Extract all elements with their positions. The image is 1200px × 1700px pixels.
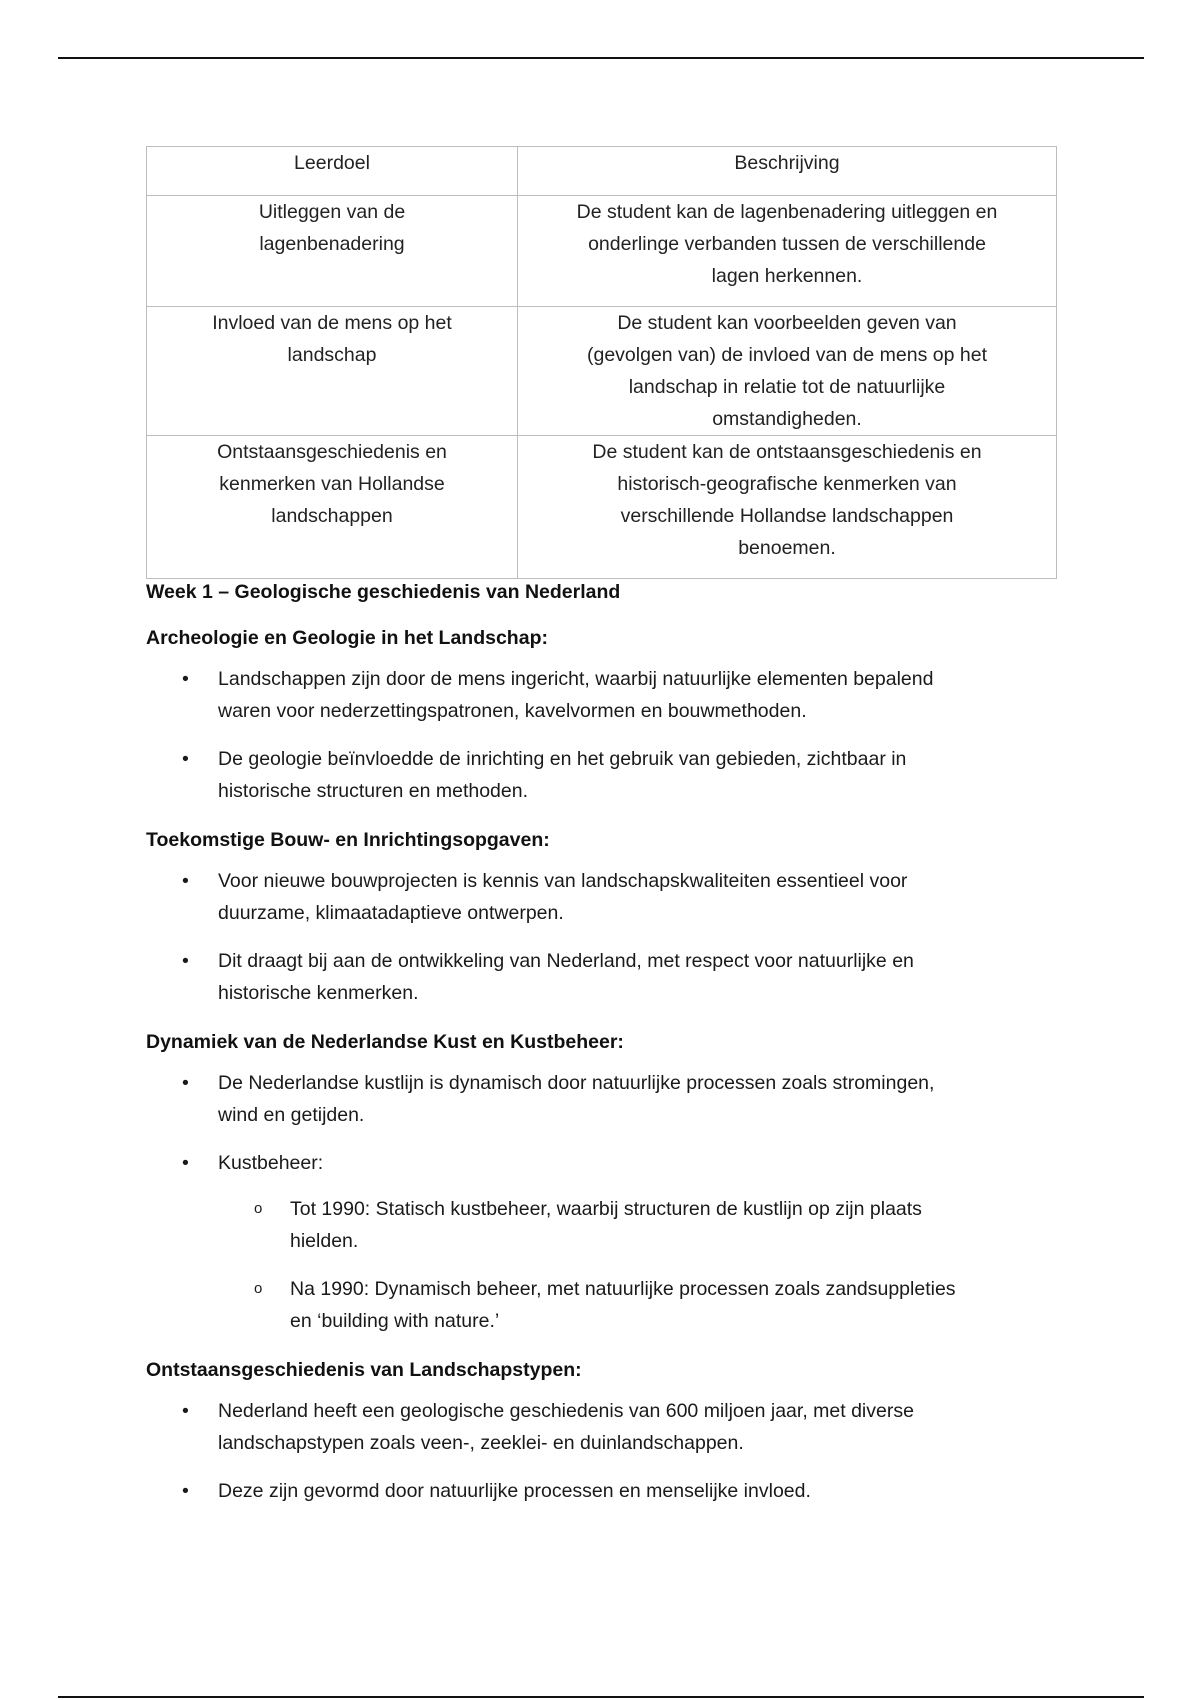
section-heading: Ontstaansgeschiedenis van Landschapstypen: <box>146 1359 582 1381</box>
bullet-icon: • <box>182 1152 189 1174</box>
header-rule <box>58 57 1144 59</box>
sub-bullet-list <box>218 1193 956 1337</box>
footer-rule <box>58 1696 1144 1698</box>
bullet-list <box>146 1395 1056 1507</box>
list-item <box>146 865 938 929</box>
section-heading: Archeologie en Geologie in het Landschap: <box>146 627 548 649</box>
list-item <box>146 945 938 1009</box>
sub-list-item <box>218 1193 970 1257</box>
list-item-text: De geologie beïnvloedde de inrichting en het gebruik van gebieden, zichtbaar in historische structuren en methoden. <box>218 748 907 802</box>
bullet-list <box>146 663 1056 807</box>
bullet-icon: • <box>182 1400 189 1422</box>
list-item-text: Voor nieuwe bouwprojecten is kennis van landschapskwaliteiten essentieel voor duurzame, klimaatadaptieve ontwerpen. <box>218 870 908 924</box>
document-body <box>146 146 1056 1523</box>
table-header-cell: Leerdoel <box>147 147 518 196</box>
list-item-text: De Nederlandse kustlijn is dynamisch door natuurlijke processen zoals stromingen, wind en getijden. <box>218 1072 935 1126</box>
circle-bullet-icon: o <box>254 1280 263 1297</box>
sub-list-item-text: Tot 1990: Statisch kustbeheer, waarbij structuren de kustlijn op zijn plaats hielden. <box>290 1198 922 1252</box>
bullet-icon: • <box>182 748 189 770</box>
list-item-text: Dit draagt bij aan de ontwikkeling van Nederland, met respect voor natuurlijke en historische kenmerken. <box>218 950 914 1004</box>
description-cell <box>518 307 1057 436</box>
table-header-cell: Beschrijving <box>518 147 1057 196</box>
table-row <box>147 307 1057 436</box>
description-text: De student kan voorbeelden geven van (gevolgen van) de invloed van de mens op het landschap in relatie tot de natuurlijke omstandigheden. <box>586 312 988 430</box>
table-row <box>147 196 1057 307</box>
goal-text: Uitleggen van de lagenbenadering <box>258 201 406 255</box>
bullet-list <box>146 1067 1056 1337</box>
section-heading: Toekomstige Bouw- en Inrichtingsopgaven: <box>146 829 550 851</box>
section-heading: Dynamiek van de Nederlandse Kust en Kustbeheer: <box>146 1031 624 1053</box>
goal-text: Ontstaansgeschiedenis en kenmerken van Hollandse landschappen <box>217 441 447 527</box>
goal-cell <box>147 307 518 436</box>
bullet-icon: • <box>182 950 189 972</box>
table-header-row <box>147 147 1057 196</box>
table-row <box>147 436 1057 579</box>
description-text: De student kan de lagenbenadering uitleggen en onderlinge verbanden tussen de verschillende lagen herkennen. <box>576 201 998 287</box>
list-item-text: Landschappen zijn door de mens ingericht, waarbij natuurlijke elementen bepalend waren voor nederzettingspatronen, kavelvormen en bouwmethoden. <box>218 668 934 722</box>
list-item <box>146 1395 938 1459</box>
list-item-text: Nederland heeft een geologische geschiedenis van 600 miljoen jaar, met diverse landschapstypen zoals veen-, zeeklei- en duinlandschappen. <box>218 1400 914 1454</box>
bullet-icon: • <box>182 870 189 892</box>
list-item-text: Deze zijn gevormd door natuurlijke processen en menselijke invloed. <box>218 1480 811 1502</box>
list-item-text: Kustbeheer: <box>218 1152 324 1174</box>
list-item <box>146 1067 938 1131</box>
sub-list-item-text: Na 1990: Dynamisch beheer, met natuurlijke processen zoals zandsuppleties en ‘building with nature.’ <box>290 1278 956 1332</box>
bullet-icon: • <box>182 1072 189 1094</box>
bullet-icon: • <box>182 668 189 690</box>
bullet-list <box>146 865 1056 1009</box>
goal-cell <box>147 436 518 579</box>
list-item <box>146 663 938 727</box>
sub-list-item <box>218 1273 970 1337</box>
goal-text: Invloed van de mens op het landschap <box>212 312 452 366</box>
learning-goals-table <box>146 146 1057 579</box>
description-cell <box>518 436 1057 579</box>
week-title: Week 1 – Geologische geschiedenis van Nederland <box>146 581 621 603</box>
list-item <box>146 1147 956 1337</box>
description-cell <box>518 196 1057 307</box>
circle-bullet-icon: o <box>254 1200 263 1217</box>
list-item <box>146 1475 938 1507</box>
goal-cell <box>147 196 518 307</box>
description-text: De student kan de ontstaansgeschiedenis en historisch-geografische kenmerken van verschillende Hollandse landschappen benoemen. <box>592 441 982 559</box>
bullet-icon: • <box>182 1480 189 1502</box>
list-item <box>146 743 938 807</box>
